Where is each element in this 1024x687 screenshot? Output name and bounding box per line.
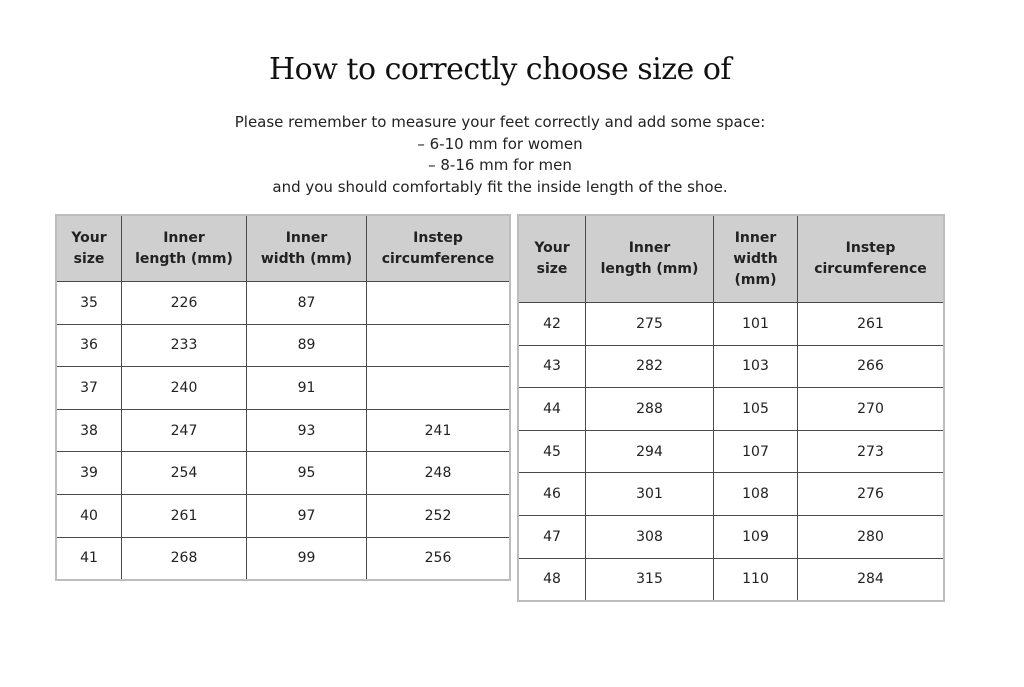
header-inner-width: Inner width (mm) <box>714 216 798 303</box>
cell-size: 40 <box>57 494 122 537</box>
header-inner-length: Inner length (mm) <box>122 216 247 282</box>
cell-size: 38 <box>57 409 122 452</box>
table-row <box>519 558 944 601</box>
cell-instep: 266 <box>798 345 944 388</box>
cell-instep: 280 <box>798 515 944 558</box>
header-inner-length: Inner length (mm) <box>586 216 714 303</box>
cell-size: 47 <box>519 515 586 558</box>
cell-instep <box>367 282 510 325</box>
cell-length: 233 <box>122 324 247 367</box>
cell-instep: 284 <box>798 558 944 601</box>
cell-width: 89 <box>247 324 367 367</box>
size-table-large <box>518 215 944 601</box>
cell-length: 275 <box>586 303 714 346</box>
cell-size: 46 <box>519 473 586 516</box>
cell-size: 44 <box>519 388 586 431</box>
cell-length: 268 <box>122 537 247 580</box>
instruction-line-men: – 8-16 mm for men <box>428 156 572 174</box>
cell-width: 99 <box>247 537 367 580</box>
header-instep-circumference: Instep circumference <box>798 216 944 303</box>
table-row <box>519 345 944 388</box>
table-header-row <box>519 216 944 303</box>
cell-length: 247 <box>122 409 247 452</box>
cell-length: 254 <box>122 452 247 495</box>
cell-instep: 252 <box>367 494 510 537</box>
table-row <box>57 494 510 537</box>
cell-length: 282 <box>586 345 714 388</box>
cell-width: 109 <box>714 515 798 558</box>
cell-size: 45 <box>519 430 586 473</box>
table-row <box>57 367 510 410</box>
header-instep-circumference: Instep circumference <box>367 216 510 282</box>
cell-size: 42 <box>519 303 586 346</box>
instruction-line: Please remember to measure your feet correctly and add some space: <box>234 113 766 131</box>
cell-length: 315 <box>586 558 714 601</box>
cell-length: 226 <box>122 282 247 325</box>
table-row <box>57 282 510 325</box>
cell-size: 39 <box>57 452 122 495</box>
cell-width: 105 <box>714 388 798 431</box>
cell-size: 37 <box>57 367 122 410</box>
instruction-line-women: – 6-10 mm for women <box>417 134 583 153</box>
cell-width: 108 <box>714 473 798 516</box>
cell-width: 103 <box>714 345 798 388</box>
cell-length: 301 <box>586 473 714 516</box>
cell-instep: 248 <box>367 452 510 495</box>
table-row <box>57 324 510 367</box>
size-table-small <box>56 215 510 580</box>
cell-instep: 273 <box>798 430 944 473</box>
table-row <box>519 515 944 558</box>
cell-instep <box>367 324 510 367</box>
table-row <box>519 430 944 473</box>
cell-length: 294 <box>586 430 714 473</box>
table-row <box>57 537 510 580</box>
cell-width: 107 <box>714 430 798 473</box>
cell-length: 288 <box>586 388 714 431</box>
cell-size: 48 <box>519 558 586 601</box>
table-row <box>57 409 510 452</box>
cell-width: 95 <box>247 452 367 495</box>
cell-length: 308 <box>586 515 714 558</box>
table-row <box>57 452 510 495</box>
cell-instep: 241 <box>367 409 510 452</box>
cell-instep: 261 <box>798 303 944 346</box>
cell-size: 41 <box>57 537 122 580</box>
page-title: How to correctly choose size of <box>268 52 731 87</box>
cell-size: 43 <box>519 345 586 388</box>
header-your-size: Your size <box>519 216 586 303</box>
table-row <box>519 388 944 431</box>
cell-instep: 256 <box>367 537 510 580</box>
cell-length: 240 <box>122 367 247 410</box>
cell-width: 97 <box>247 494 367 537</box>
table-header-row <box>57 216 510 282</box>
cell-width: 101 <box>714 303 798 346</box>
cell-instep: 276 <box>798 473 944 516</box>
cell-size: 36 <box>57 324 122 367</box>
cell-instep <box>367 367 510 410</box>
table-row <box>519 473 944 516</box>
cell-width: 93 <box>247 409 367 452</box>
header-your-size: Your size <box>57 216 122 282</box>
instruction-line: and you should comfortably fit the inside length of the shoe. <box>272 177 728 196</box>
cell-width: 91 <box>247 367 367 410</box>
measurement-instructions <box>0 112 1000 198</box>
cell-width: 87 <box>247 282 367 325</box>
table-row <box>519 303 944 346</box>
cell-size: 35 <box>57 282 122 325</box>
cell-width: 110 <box>714 558 798 601</box>
header-inner-width: Inner width (mm) <box>247 216 367 282</box>
cell-instep: 270 <box>798 388 944 431</box>
cell-length: 261 <box>122 494 247 537</box>
